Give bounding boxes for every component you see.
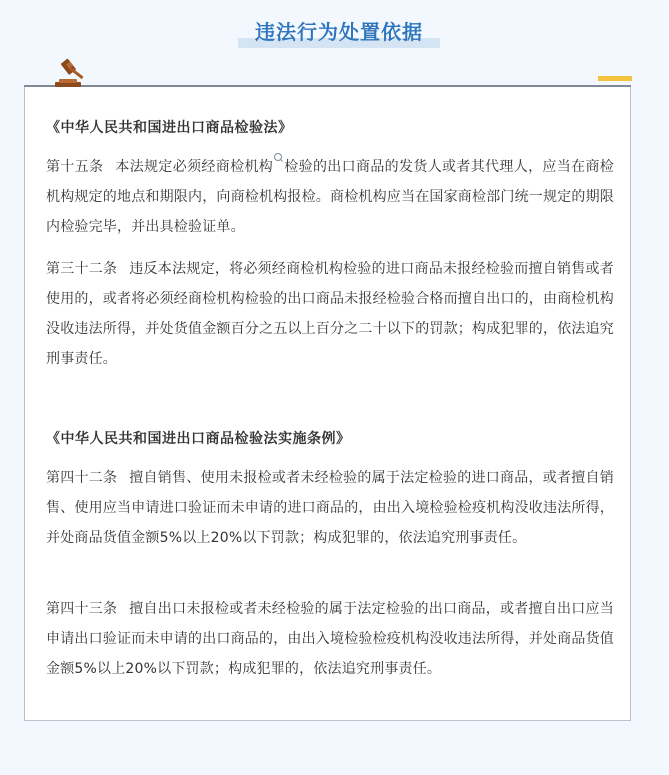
article-label: 第三十二条 <box>46 261 118 277</box>
law1-title: 《中华人民共和国进出口商品检验法》 <box>46 120 293 136</box>
article-label: 第四十三条 <box>46 601 118 617</box>
title-wrap <box>238 14 440 48</box>
article-label: 第四十二条 <box>46 470 118 486</box>
article-42 <box>46 463 614 553</box>
article-15 <box>46 152 614 242</box>
search-icon[interactable] <box>274 153 282 161</box>
page-header <box>0 0 669 62</box>
article-text: 检验的出口商品的发货人或者其代理人，应当在商检机构规定的地点和期限内，向商检机构报检。商检机构应当在国家商检部门统一规定的期限内检验完毕，并出具检验证单。 <box>46 159 614 235</box>
article-text: 擅自出口未报检或者未经检验的属于法定检验的出口商品，或者擅自出口应当申请出口验证而未申请的出口商品的，由出入境检验检疫机构没收违法所得，并处商品货值金额5%以上20%以下罚款；构成犯罪的，依法追究刑事责任。 <box>46 601 614 677</box>
article-43 <box>46 594 614 684</box>
gavel-icon <box>52 58 96 88</box>
article-text: 擅自销售、使用未报检或者未经检验的属于法定检验的进口商品，或者擅自销售、使用应当申请进口验证而未申请的进口商品的，由出入境检验检疫机构没收违法所得，并处商品货值金额5%以上20%以下罚款；构成犯罪的，依法追究刑事责任。 <box>46 470 614 546</box>
law2-title: 《中华人民共和国进出口商品检验法实施条例》 <box>46 431 351 447</box>
card-top-border <box>24 85 631 87</box>
article-label: 第十五条 <box>46 159 104 175</box>
page-title: 违法行为处置依据 <box>255 20 423 44</box>
article-text: 本法规定必须经商检机构 <box>115 159 274 175</box>
accent-bar <box>598 76 632 81</box>
article-text: 违反本法规定，将必须经商检机构检验的进口商品未报经检验而擅自销售或者使用的，或者将必须经商检机构检验的出口商品未报经检验合格而擅自出口的，由商检机构没收违法所得，并处货值金额百分之五以上百分之二十以下的罚款；构成犯罪的，依法追究刑事责任。 <box>46 261 614 367</box>
article-32 <box>46 254 614 374</box>
